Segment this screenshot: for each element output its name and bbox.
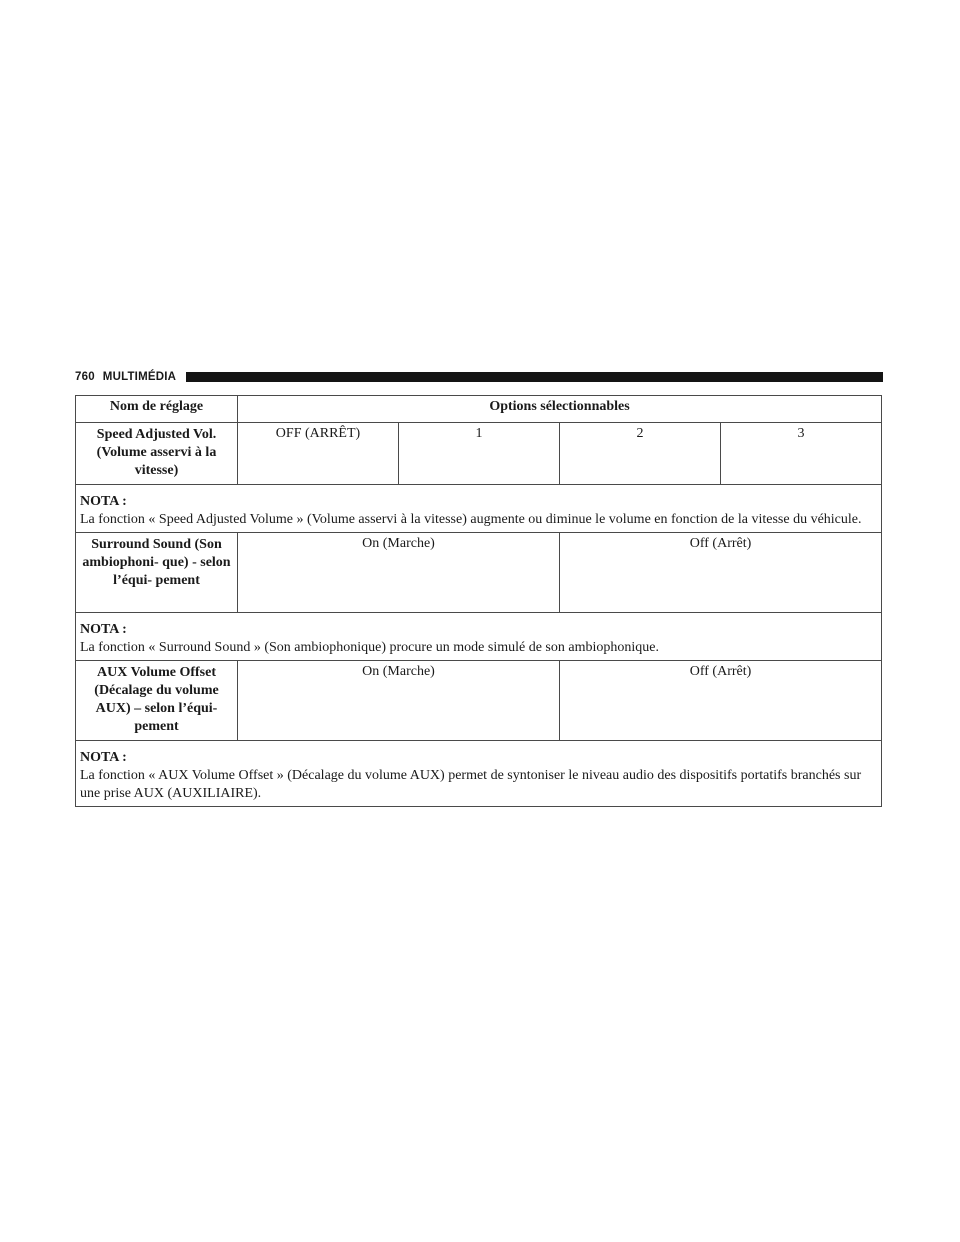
- option-cell: On (Marche): [238, 661, 560, 741]
- column-header-setting-name: Nom de réglage: [76, 396, 238, 423]
- table-row: [76, 423, 882, 485]
- option-cell: On (Marche): [238, 533, 560, 613]
- section-title: MULTIMÉDIA: [102, 371, 177, 383]
- note-text: La fonction « Surround Sound » (Son ambiophonique) procure un mode simulé de son ambiophonique.: [80, 640, 659, 655]
- settings-table: [75, 395, 882, 807]
- option-cell: 3: [721, 423, 882, 485]
- note-text: La fonction « Speed Adjusted Volume » (Volume asservi à la vitesse) augmente ou diminue le volume en fonction de la vitesse du véhicule.: [80, 512, 862, 527]
- option-cell: OFF (ARRÊT): [238, 423, 399, 485]
- setting-name: AUX Volume Offset (Décalage du volume AUX) – selon l’équi- pement: [76, 661, 238, 741]
- note-row: [76, 741, 882, 807]
- note-cell: [76, 741, 882, 807]
- table-row: [76, 533, 882, 613]
- setting-name: Speed Adjusted Vol. (Volume asservi à la vitesse): [76, 423, 238, 485]
- header-rule: [186, 372, 883, 382]
- setting-name: Surround Sound (Son ambiophoni- que) - selon l’équi- pement: [76, 533, 238, 613]
- table-header-row: [76, 396, 882, 423]
- column-header-options: Options sélectionnables: [238, 396, 882, 423]
- option-cell: Off (Arrêt): [560, 533, 882, 613]
- page-number: 760: [75, 371, 95, 383]
- option-cell: 2: [560, 423, 721, 485]
- note-row: [76, 613, 882, 661]
- note-text: La fonction « AUX Volume Offset » (Décalage du volume AUX) permet de syntoniser le niveau audio des dispositifs portatifs branchés sur une prise AUX (AUXILIAIRE).: [80, 768, 862, 801]
- option-cell: 1: [399, 423, 560, 485]
- note-label: NOTA :: [80, 622, 127, 637]
- note-cell: [76, 485, 882, 533]
- table-row: [76, 661, 882, 741]
- note-row: [76, 485, 882, 533]
- note-label: NOTA :: [80, 750, 127, 765]
- note-cell: [76, 613, 882, 661]
- option-cell: Off (Arrêt): [560, 661, 882, 741]
- note-label: NOTA :: [80, 494, 127, 509]
- page-header: [75, 369, 883, 385]
